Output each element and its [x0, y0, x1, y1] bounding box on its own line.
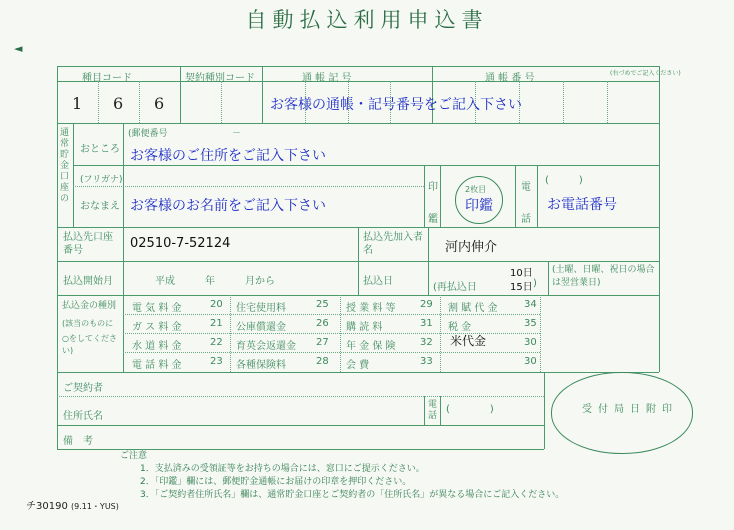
fee-item-26[interactable]: 公庫償還金 [236, 322, 286, 333]
fee-item-31[interactable]: 購 読 料 [346, 322, 383, 333]
contract-address-name-label: 住所氏名 [63, 411, 103, 422]
type-code-digit-1: 1 [72, 94, 83, 113]
fee-side-label-3: ○をしてください) [62, 334, 117, 355]
remarks-label: 備 考 [63, 436, 93, 447]
furigana-label: (フリガナ) [80, 175, 123, 185]
fee-code-34: 34 [524, 299, 537, 310]
address-label: おところ [80, 144, 120, 155]
fee-code-29: 29 [420, 299, 433, 310]
repay-day-label: (再払込日 [433, 282, 477, 293]
payee-account-number: 02510-7-52124 [130, 236, 231, 251]
passbook-number-label: 通 帳 番 号 [485, 73, 535, 84]
fee-code-27: 27 [316, 337, 329, 348]
pay-day-10: 10日 [510, 268, 533, 279]
fee-item-21[interactable]: ガ ス 料 金 [132, 322, 182, 333]
repay-day-close: ) [533, 278, 537, 289]
seal-circle-note: 2枚目 [465, 185, 487, 194]
fee-code-28: 28 [316, 356, 329, 367]
seal-field[interactable]: 印鑑 [465, 198, 493, 214]
notes [120, 450, 564, 502]
fee-side-label-2: (該当のものに [62, 319, 114, 328]
contract-phone-label: 電話 [428, 400, 438, 421]
start-month-label: 払込開始月 [63, 276, 113, 287]
seal-label: 印鑑 [428, 182, 438, 225]
contract-phone-paren: ( ) [446, 404, 494, 415]
fee-item-34[interactable]: 割 賦 代 金 [448, 303, 498, 314]
notes-heading: ご注意 [120, 451, 148, 461]
fee-code-30b: 30 [524, 356, 537, 367]
bottom-right-border [544, 372, 545, 449]
start-month-date: 平成 年 月から [155, 276, 275, 287]
address-field[interactable]: お客様のご住所をご記入下さい [130, 148, 326, 164]
fee-code-30a: 30 [524, 337, 537, 348]
passbook-number-field[interactable]: お客様の通帳・記号番号をご記入下さい [270, 97, 522, 113]
payee-account-label: 払込先口座番号 [63, 232, 113, 256]
note-3: 3．「ご契約者住所氏名」欄は、通常貯金口座とご契約者の「住所氏名」が異なる場合にご記入ください。 [140, 490, 565, 500]
fee-code-21: 21 [210, 318, 223, 329]
postal-dash: － [232, 129, 242, 139]
fee-code-26: 26 [316, 318, 329, 329]
fee-item-27[interactable]: 育英会返還金 [236, 341, 296, 352]
top-border [57, 66, 659, 67]
fee-code-35: 35 [524, 318, 537, 329]
phone-paren: ( ) [545, 175, 583, 186]
right-border [659, 66, 660, 372]
fee-code-25: 25 [316, 299, 329, 310]
passbook-symbol-label: 通 帳 記 号 [302, 73, 352, 84]
arrow-left-icon: ◄ [14, 42, 23, 55]
form-code-main: チ30190 [26, 501, 68, 512]
type-code-label: 種目コード [82, 73, 132, 84]
fee-item-29[interactable]: 授 業 料 等 [346, 303, 396, 314]
fee-item-25[interactable]: 住宅使用料 [236, 303, 286, 314]
form-title: 自動払込利用申込書 [245, 8, 489, 32]
name-field[interactable]: お客様のお名前をご記入下さい [130, 198, 326, 214]
contract-type-code-label: 契約種別コード [185, 73, 255, 84]
fee-code-23: 23 [210, 356, 223, 367]
rice-fee-entry[interactable]: 米代金 [450, 334, 487, 348]
type-code-digit-3: 6 [154, 94, 165, 113]
form-code-sub: (9.11・YUS) [71, 502, 119, 511]
pay-day-15: 15日 [510, 282, 533, 293]
holiday-note: (土曜、日曜、祝日の場合は翌営業日) [552, 265, 655, 288]
right-justify-note: (右づめでご記入ください) [610, 70, 681, 77]
name-label: おなまえ [80, 201, 120, 212]
fee-item-33[interactable]: 会 費 [346, 360, 370, 371]
fee-item-20[interactable]: 電 気 料 金 [132, 303, 182, 314]
payee-subscriber-label: 払込先加入者名 [363, 232, 423, 256]
phone-label: 電話 [521, 182, 531, 225]
phone-field[interactable]: お電話番号 [547, 197, 617, 213]
fee-side-label-1: 払込金の種別 [62, 301, 117, 311]
payee-subscriber-name: 河内伸介 [445, 240, 498, 255]
type-code-digit-2: 6 [113, 94, 124, 113]
fee-code-31: 31 [420, 318, 433, 329]
pay-day-label: 払込日 [363, 276, 393, 287]
fee-item-23[interactable]: 電 話 料 金 [132, 360, 182, 371]
fee-code-32: 32 [420, 337, 433, 348]
fee-item-22[interactable]: 水 道 料 金 [132, 341, 182, 352]
postal-code-label: (郵便番号 [128, 129, 168, 139]
note-2: 2．「印鑑」欄には、郵便貯金通帳にお届けの印章を押印ください。 [140, 477, 412, 487]
fee-item-28[interactable]: 各種保険料 [236, 360, 286, 371]
note-1: 1．支払済みの受領証等をお持ちの場合には、窓口にご提示ください。 [140, 464, 425, 474]
fee-code-22: 22 [210, 337, 223, 348]
form-code [26, 497, 119, 512]
fee-code-33: 33 [420, 356, 433, 367]
account-side-label: 通常貯金口座の [60, 128, 70, 204]
fee-item-35[interactable]: 税 金 [448, 322, 472, 333]
contract-holder-label: ご契約者 [63, 383, 103, 394]
fee-item-32[interactable]: 年 金 保 険 [346, 341, 396, 352]
stamp-text: 受付局日附印 [582, 404, 678, 415]
fee-code-20: 20 [210, 299, 223, 310]
